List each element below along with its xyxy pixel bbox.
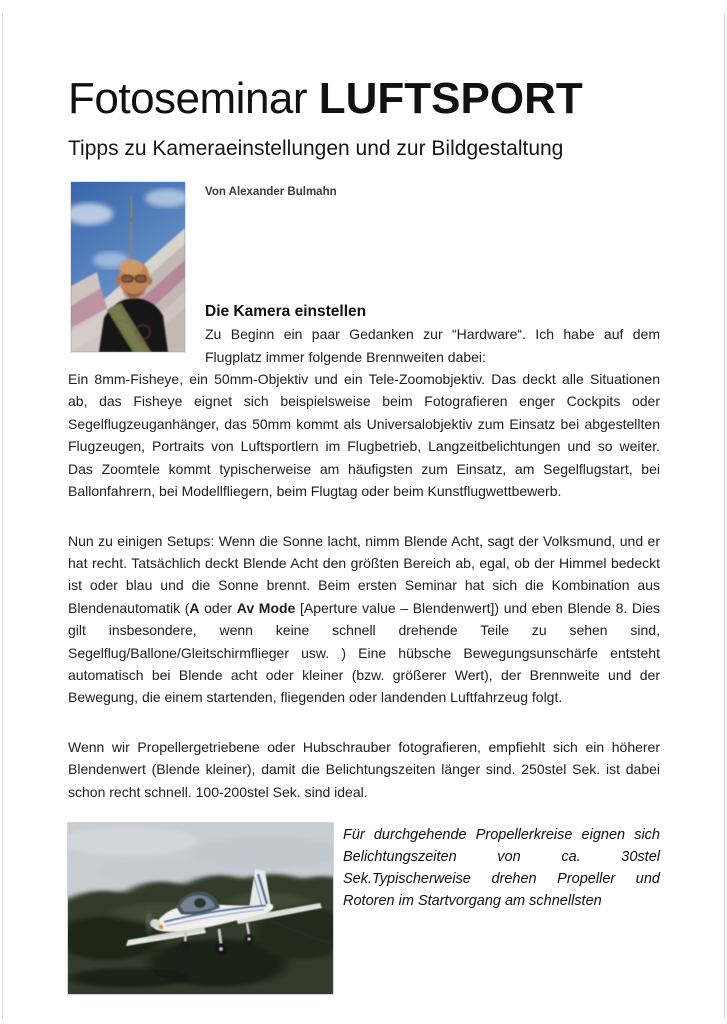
page-left-edge: [2, 13, 3, 1019]
setup-text: Nun zu einigen Setups: Wenn die Sonne lacht, nimm Blende Acht, sagt der Volksmund, und er hat recht. Tatsächlich deckt Blende Acht den größten Bereich ab, egal, ob der Himmel bedeckt ist oder blau und die Sonne brennt. Beim ersten Seminar hat sich die Kombination aus Blendenautomatik (: [68, 532, 660, 616]
page-title-bold: LUFTSPORT: [318, 74, 583, 123]
setup-text: oder: [199, 599, 237, 616]
paragraph-setup: [68, 530, 660, 709]
page-right-edge: [724, 13, 725, 1019]
section-heading: Die Kamera einstellen: [205, 303, 367, 321]
paragraph-lenses: Ein 8mm-Fisheye, ein 50mm-Objektiv und ein Tele-Zoomobjektiv. Das deckt alle Situationen ab, das Fisheye eignet sich beispielsweise beim Fotografieren enger Cockpits oder Segelflugzeuganhänger, das 50mm kommt als Universalobjektiv zum Einsatz bei abgestellten Flugzeugen, Portraits von Luftsportlern im Flugbetrieb, Langzeitbelichtungen und so weiter. Das Zoomtele kommt typischerweise am häufigsten zum Einsatz, am Segelflugstart, bei Ballonfahrern, bei Modellfliegern, beim Flugtag oder beim Kunstflugwettbewerb.: [68, 371, 660, 500]
author-photo: [71, 182, 185, 352]
bold-text-av-mode: Av Mode: [236, 599, 296, 616]
photo-caption: Für durchgehende Propellerkreise eignen sich Belichtungszeiten von ca. 30stel Sek.Typischerweise drehen Propeller und Rotoren im Startvorgang am schnellsten: [343, 826, 660, 909]
article-body: [68, 182, 660, 994]
page-title: [68, 74, 660, 123]
setup-text: [Aperture value – Blendenwert]) und eben Blende 8. Dies gilt insbesondere, wenn keine schnell drehende Teile zu sehen sind, Segelflug/Ballone/Gleitschirmflieger usw. ) Eine hübsche Bewegungsunschärfe entsteht automatisch bei Blende acht oder kleiner (bzw. größerer Wert), der Brennweite und der Bewegung, die einem startenden, fliegenden oder landenden Luftfahrzeug folgt.: [68, 599, 660, 706]
author-photo-image: [71, 182, 185, 352]
photo-caption-block: [68, 820, 660, 994]
airplane-photo: [68, 823, 333, 994]
paragraph-intro: Zu Beginn ein paar Gedanken zur “Hardware“. Ich habe auf dem Flugplatz immer folgende Brennweiten dabei:: [205, 326, 660, 365]
bold-text-a-mode: A: [189, 599, 200, 616]
paragraph-propeller: Wenn wir Propellergetriebene oder Hubschrauber fotografieren, empfiehlt sich ein höherer Blendenwert (Blende kleiner), damit die Belichtungszeiten länger sind. 250stel Sek. ist dabei schon recht schnell. 100-200stel Sek. sind ideal.: [68, 738, 660, 800]
document-page: [68, 0, 660, 994]
page-subtitle: Tipps zu Kameraeinstellungen und zur Bildgestaltung: [68, 137, 564, 161]
page-title-regular: Fotoseminar: [68, 74, 319, 123]
airplane-photo-image: [68, 823, 333, 994]
byline: Von Alexander Bulmahn: [205, 186, 337, 199]
